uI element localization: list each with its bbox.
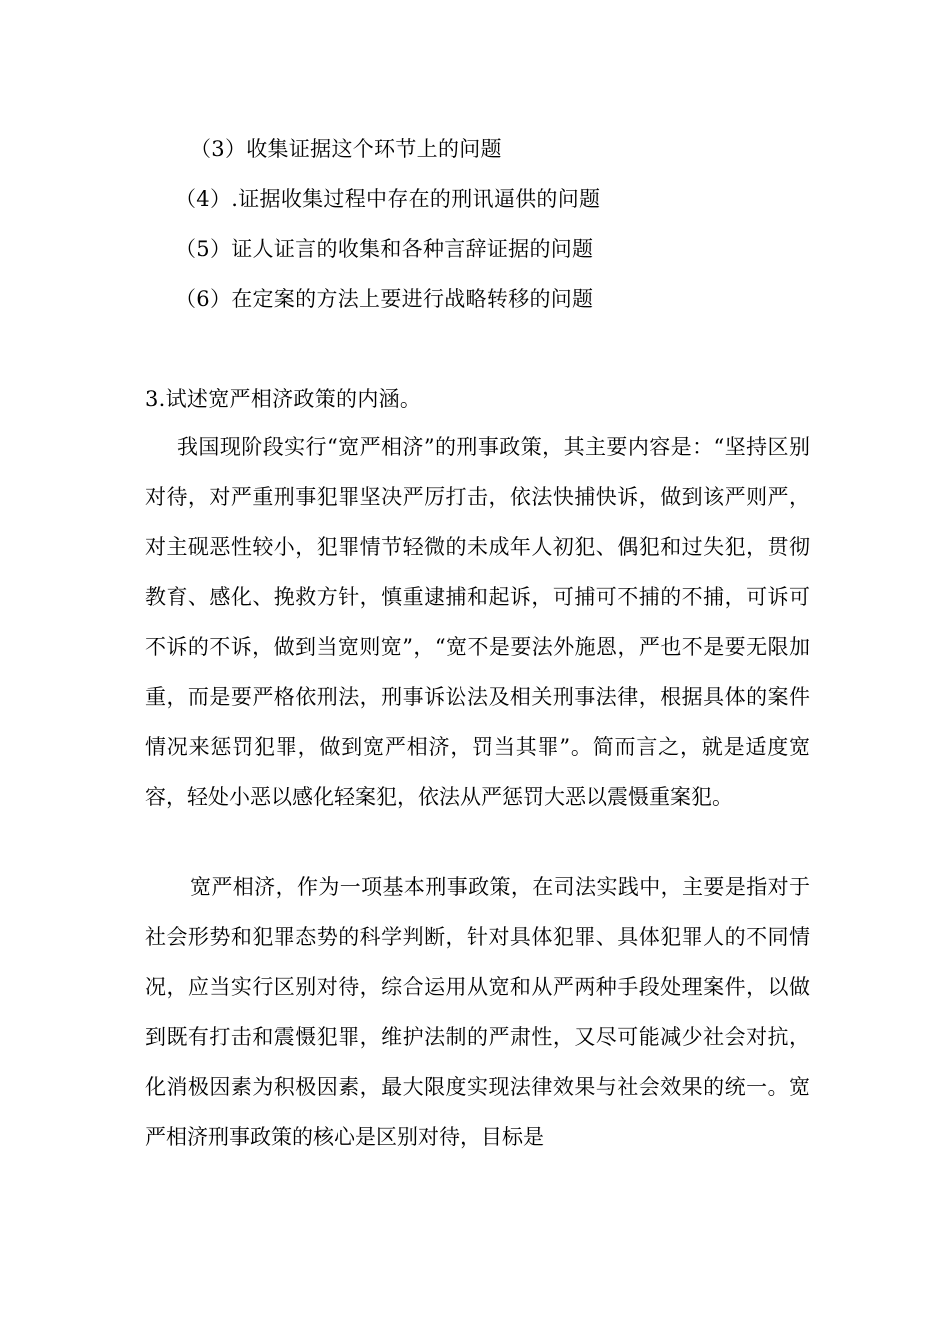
body-paragraph: 宽严相济，作为一项基本刑事政策，在司法实践中，主要是指对于社会形势和犯罪态势的科学判断，针对具体犯罪、具体犯罪人的不同情况，应当实行区别对待，综合运用从宽和从严两种手段处理案件，以做到既有打击和震慑犯罪，维护法制的严肃性，又尽可能减少社会对抗，化消极因素为积极因素，最大限度实现法律效果与社会效果的统一。宽严相济刑事政策的核心是区别对待，目标是	[145, 875, 810, 1149]
list-item: （5）证人证言的收集和各种言辞证据的问题	[175, 237, 594, 261]
list-item: （6）在定案的方法上要进行战略转移的问题	[175, 287, 594, 311]
body-paragraph: 我国现阶段实行“宽严相济”的刑事政策，其主要内容是：“坚持区别对待，对严重刑事犯罪坚决严厉打击，依法快捕快诉，做到该严则严，对主砚恶性较小，犯罪情节轻微的未成年人初犯、偶犯和过失犯，贯彻教育、感化、挽救方针，慎重逮捕和起诉，可捕可不捕的不捕，可诉可不诉的不诉，做到当宽则宽”，“宽不是要法外施恩，严也不是要无限加重，而是要严格依刑法，刑事诉讼法及相关刑事法律，根据具体的案件情况来惩罚犯罪，做到宽严相济，罚当其罪”。简而言之，就是适度宽容，轻处小恶以感化轻案犯，依法从严惩罚大恶以震慑重案犯。	[145, 435, 810, 809]
list-item: （4）.证据收集过程中存在的刑讯逼供的问题	[175, 187, 601, 211]
section-heading: 3.试述宽严相济政策的内涵。	[145, 387, 422, 411]
list-item: （3）收集证据这个环节上的问题	[190, 137, 502, 161]
